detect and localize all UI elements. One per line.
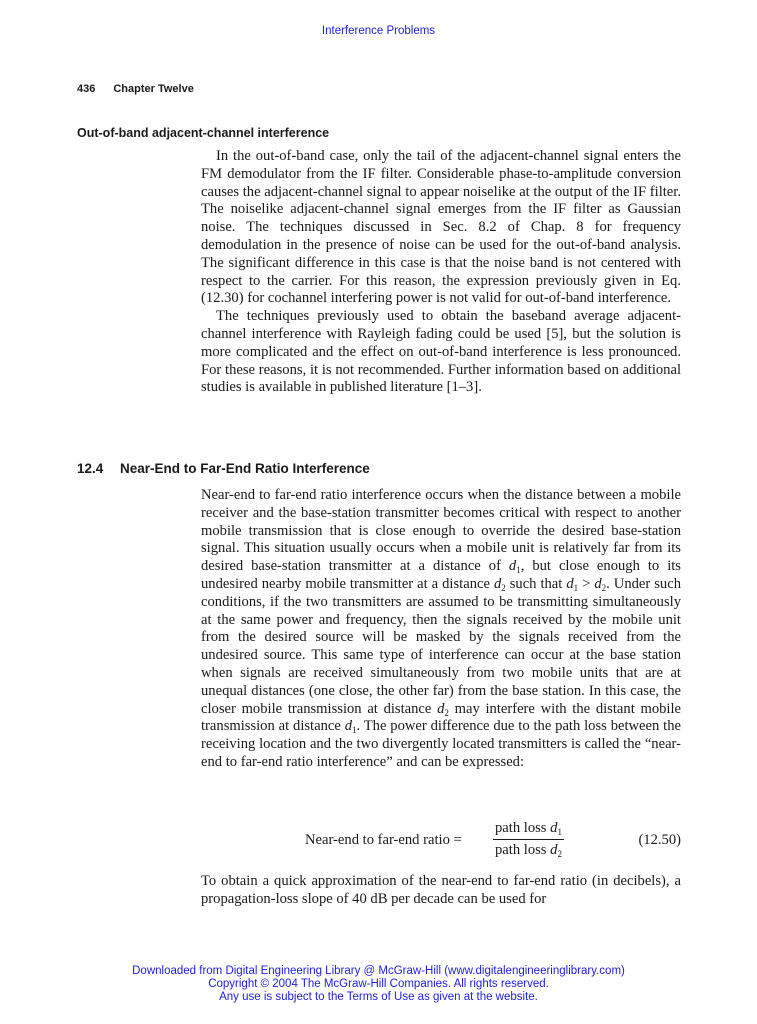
equation-fraction bbox=[493, 820, 564, 859]
footer bbox=[0, 965, 757, 1004]
paragraph-2: The techniques previously used to obtain the baseband average adjacent-channel interference with Rayleigh fading could be used [5], but the solution is more complicated and the effect on out-of-band interference is less pronounced. For these reasons, it is not recommended. Further information based on additional studies is available in published literature [1–3]. bbox=[201, 308, 681, 396]
subsection-title: Out-of-band adjacent-channel interference bbox=[77, 126, 330, 140]
section-number: 12.4 bbox=[77, 461, 104, 476]
chapter-label: Chapter Twelve bbox=[113, 83, 194, 95]
paragraph-1: In the out-of-band case, only the tail of the adjacent-channel signal enters the FM demodulator from the IF filter. Considerable phase-to-amplitude conversion causes the adjacent-channel signal to appear noiselike at the output of the IF filter. The noiselike adjacent-channel signal emerges from the IF filter as Gaussian noise. The techniques discussed in Sec. 8.2 of Chap. 8 for frequency demodulation in the presence of noise can be used for the out-of-band analysis. The significant difference in this case is that the noise band is not centered with respect to the carrier. For this reason, the expression previously given in Eq. (12.30) for cochannel interfering power is not valid for out-of-band interference. bbox=[201, 148, 681, 307]
top-link[interactable]: Interference Problems bbox=[321, 25, 436, 37]
equation-lhs: Near-end to far-end ratio = bbox=[305, 832, 462, 848]
body-block-1 bbox=[201, 148, 681, 397]
body-block-2 bbox=[201, 487, 681, 772]
footer-download-link[interactable]: Downloaded from Digital Engineering Library @ McGraw-Hill (www.digitalengineeringlibrary.com) bbox=[132, 965, 625, 977]
equation-numerator: path loss $d_1$ bbox=[493, 820, 564, 840]
paragraph-4: To obtain a quick approximation of the near-end to far-end ratio (in decibels), a propagation-loss slope of 40 dB per decade can be used for bbox=[201, 873, 681, 907]
footer-terms-link[interactable]: Any use is subject to the Terms of Use as given at the website. bbox=[219, 991, 538, 1003]
page-number: 436 bbox=[77, 83, 96, 95]
page-header bbox=[77, 83, 194, 95]
equation-12-50 bbox=[201, 820, 681, 862]
equation-denominator: path loss $d_2$ bbox=[495, 842, 562, 859]
section-heading bbox=[77, 461, 370, 476]
section-title: Near-End to Far-End Ratio Interference bbox=[120, 461, 370, 476]
paragraph-3: Near-end to far-end ratio interference occurs when the distance between a mobile receiver and the base-station transmitter becomes critical with respect to another mobile transmission that is close enough to override the desired base-station signal. This situation usually occurs when a mobile unit is relatively far from its desired base-station transmitter at a distance of $d_1$, but close enough to its undesired nearby mobile transmitter at a distance $d_2$ such that $d_1 > d_2$. Under such conditions, if the two transmitters are assumed to be transmitting simultaneously at the same power and frequency, then the signals received by the mobile unit from the desired source will be masked by the signals received from the undesired source. This same type of interference can occur at the base station when signals are received simultaneously from two mobile units that are at unequal distances (one close, the other far) from the base station. In this case, the closer mobile transmission at distance $d_2$ may interfere with the distant mobile transmission at distance $d_1$. The power difference due to the path loss between the receiving location and the two divergently located transmitters is called the “near-end to far-end ratio interference” and can be expressed: bbox=[201, 487, 682, 770]
body-block-3 bbox=[201, 873, 681, 909]
equation-number: (12.50) bbox=[638, 832, 681, 848]
footer-copyright: Copyright © 2004 The McGraw-Hill Companies. All rights reserved. bbox=[208, 978, 549, 990]
